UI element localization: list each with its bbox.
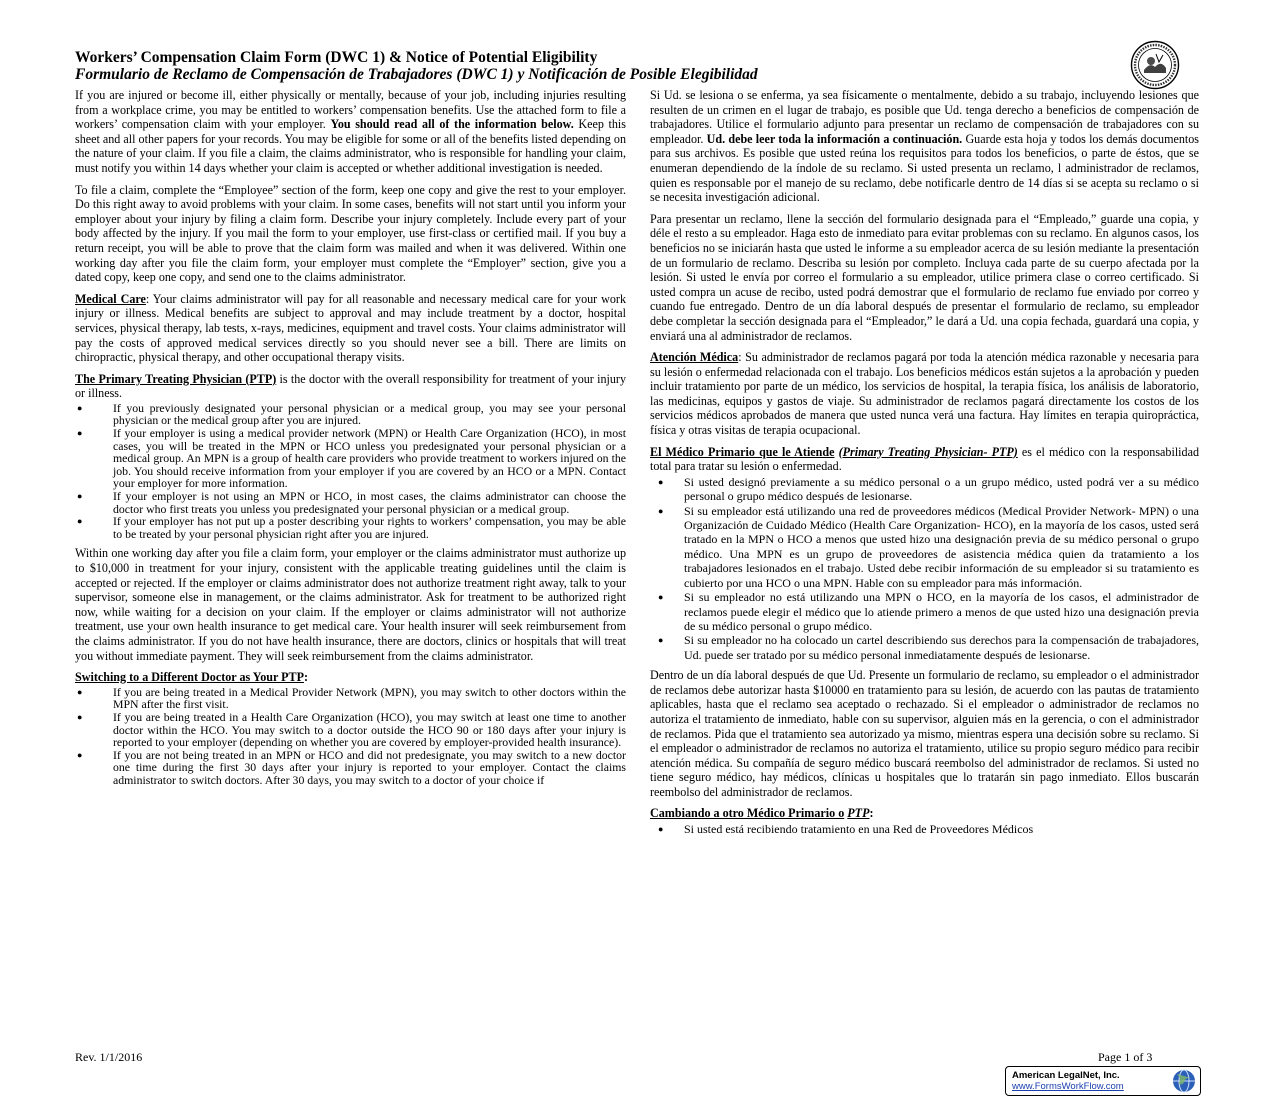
- switch-heading-line: Cambiando a otro Médico Primario o PTP:: [650, 806, 874, 821]
- title-spanish: Formulario de Reclamo de Compensación de Trabajadores (DWC 1) y Notificación de Posible Elegibilidad: [75, 66, 758, 83]
- list-item: ● If you previously designated your personal physician or a medical group, you may see your personal physician or the medical group after you are injured.: [75, 402, 626, 427]
- switch-list: [650, 822, 1199, 836]
- page-number: Page 1 of 3: [1098, 1050, 1153, 1064]
- publisher-name: American LegalNet, Inc.: [1012, 1070, 1120, 1081]
- spanish-column: [650, 88, 1199, 842]
- switch-heading: Switching to a Different Doctor as Your PTP: [75, 670, 304, 685]
- state-seal-icon: [1130, 40, 1180, 90]
- list-item: ● If you are being treated in a Medical Provider Network (MPN), you may switch to other doctors within the MPN after the first visit.: [75, 686, 626, 711]
- ptp-list: [650, 475, 1199, 662]
- globe-icon: [1171, 1068, 1197, 1094]
- list-item: ● If you are being treated in a Health Care Organization (HCO), you may switch at least one time to another doctor within the HCO. You may switch to a doctor outside the HCO 90 or 180 days after your injury is reported to your employer (depending on whether you are covered by employer-provided health insurance).: [75, 711, 626, 749]
- ptp-list: [75, 402, 626, 541]
- switch-heading: Cambiando a otro Médico Primario o: [650, 806, 845, 821]
- intro-paragraph: If you are injured or become ill, either physically or mentally, because of your job, including injuries resulting from a workplace crime, you may be entitled to workers’ compensation benefits. Use the attached form to file a workers’ compensation claim with your employer. You should read all of the information below. Keep this sheet and all other papers for your records. You may be eligible for some or all of the benefits listed depending on the nature of your claim. If you file a claim, the claims administrator, who is responsible for handling your claim, must notify you within 14 days whether your claim is accepted or whether additional investigation is needed.: [75, 88, 626, 175]
- list-item: ● Si su empleador está utilizando una red de proveedores médicos (Medical Provider Network- MPN) o una Organización de Cuidado Médico (Health Care Organization- HCO), en la mayoría de los casos, usted será tratado en la MPN o HCO a menos que usted hizo una designación previa de su médico personal o grupo médico. Una MPN es un grupo de proveedores de asistencia médica quien da tratamiento a los trabajadores lesionados en el trabajo. Usted debe recibir información de su empleador si su tratamiento es cubierto por una HCO o una MPN. Hable con su empleador para más información.: [650, 504, 1199, 590]
- filing-paragraph: Para presentar un reclamo, llene la sección del formulario designada para el “Empleado,” guarde una copia, y déle el resto a su empleador. Haga esto de inmediato para evitar problemas con su reclamo. En algunos casos, los beneficios no se iniciarán hasta que usted le informe a su empleador acerca de su lesión mediante la presentación de un formulario de reclamo. Describa su lesión por completo. Incluya cada parte de su cuerpo afectada por la lesión. Si usted le envía por correo el formulario a su empleador, utilice primera clase o correo certificado. Si usted compra un acuse de recibo, usted podrá demostrar que el formulario de reclamo fue enviado por correo y cuando fue entregado. Dentro de un día laboral después de presentar el formulario de reclamo, su empleador debe completar la sección designada para el “Empleador,” le dará a Ud. una copia fechada, guardará una copia, y enviará una al administrador de reclamos.: [650, 211, 1199, 343]
- list-item: ● If you are not being treated in an MPN or HCO and did not predesignate, you may switch to a new doctor one time during the first 30 days after your injury is reported to your employer. Contact the claims administrator to switch doctors. After 30 days, you may switch to a doctor of your choice if: [75, 749, 626, 787]
- title-english: Workers’ Compensation Claim Form (DWC 1) & Notice of Potential Eligibility: [75, 49, 598, 66]
- revision-date: Rev. 1/1/2016: [75, 1050, 143, 1064]
- publisher-link[interactable]: www.FormsWorkFlow.com: [1012, 1081, 1124, 1092]
- filing-paragraph: To file a claim, complete the “Employee” section of the form, keep one copy and give the rest to your employer. Do this right away to avoid problems with your claim. In some cases, benefits will not start until you inform your employer about your injury by filing a claim form. Describe your injury completely. Include every part of your body affected by the injury. If you mail the form to your employer, use first-class or certified mail. If you buy a return receipt, you will be able to prove that the claim form was mailed and when it was delivered. Within one working day after you file the claim form, your employer must complete the “Employer” section, give you a dated copy, keep one copy, and send one to the claims administrator.: [75, 182, 626, 285]
- publisher-logo[interactable]: [1005, 1066, 1201, 1096]
- ptp-paragraph: The Primary Treating Physician (PTP) is the doctor with the overall responsibility for treatment of your injury or illness.: [75, 371, 626, 401]
- english-column: [75, 88, 626, 793]
- medical-care-paragraph: Medical Care: Your claims administrator will pay for all reasonable and necessary medical care for your work injury or illness. Medical benefits are subject to approval and may include treatment by a doctor, hospital services, physical therapy, lab tests, x-rays, medicines, equipment and travel costs. Your claims administrator will pay the costs of approved medical services directly so you should never see a bill. There are limits on chiropractic, physical therapy, and other occupational therapy visits.: [75, 291, 626, 365]
- ptp-heading: El Médico Primario que le Atiende: [650, 444, 835, 459]
- list-item: ● Si su empleador no está utilizando una MPN o HCO, en la mayoría de los casos, el administrador de reclamos puede elegir el médico que lo atiende primero a menos de que usted hizo una designación previa de su médico personal o grupo médico.: [650, 590, 1199, 633]
- medical-care-heading: Medical Care: [75, 291, 146, 306]
- list-item: ● If your employer has not put up a poster describing your rights to workers’ compensation, you may be able to be treated by your personal physician right after you are injured.: [75, 515, 626, 540]
- list-item: ● Si usted designó previamente a su médico personal o a un grupo médico, usted podrá ver a su médico personal o grupo médico después de lesionarse.: [650, 475, 1199, 504]
- list-item: ● Si usted está recibiendo tratamiento en una Red de Proveedores Médicos: [650, 822, 1199, 836]
- authorization-paragraph: Within one working day after you file a claim form, your employer or the claims administrator must authorize up to $10,000 in treatment for your injury, consistent with the applicable treating guidelines until the claim is accepted or rejected. If the employer or claims administrator does not authorize treatment right away, talk to your supervisor, someone else in management, or the claims administrator. Ask for treatment to be authorized right now, while waiting for a decision on your claim. If the employer or claims administrator will not authorize treatment, use your own health insurance to get medical care. Your health insurer will seek reimbursement from the claims administrator. If you do not have health insurance, there are doctors, clinics or hospitals that will treat you without immediate payment. They will seek reimbursement from the claims administrator.: [75, 546, 626, 663]
- ptp-heading: The Primary Treating Physician (PTP): [75, 371, 277, 386]
- medical-care-paragraph: Atención Médica: Su administrador de reclamos pagará por toda la atención médica razonable y necesaria para su lesión o enfermedad relacionada con el trabajo. Los beneficios médicos están sujetos a la aprobación y pueden incluir tratamiento por parte de un médico, los servicios de hospital, la terapia física, los análisis de laboratorio, las medicinas, equipos y gastos de viaje. Su administrador de reclamos pagará directamente los costos de los servicios médicos aprobados de manera que usted nunca verá una factura. Hay límites en terapia quiropráctica, física y otras visitas de terapia ocupacional.: [650, 350, 1199, 438]
- authorization-paragraph: Dentro de un día laboral después de que Ud. Presente un formulario de reclamo, su empleador o el administrador de reclamos debe autorizar hasta $10000 en tratamiento para su lesión, de acuerdo con las pautas de tratamiento aplicables, hasta que el reclamo sea aceptado o rechazado. Si el empleador o administrador de reclamos no autoriza el tratamiento de inmediato, hable con su supervisor, alguien más en la gerencia, o con el administrador de reclamos. Pida que el tratamiento sea autorizado ya mismo, mientras espera una decisión sobre su reclamo. Si el empleador o administrador de reclamos no autoriza el tratamiento, utilice su propio seguro médico para recibir atención médica. Su compañía de seguro médico buscará reembolso del administrador de reclamos. Si usted no tiene seguro médico, hay médicos, clínicas u hospitales que lo tratarán sin pago inmediato. Ellos buscarán reembolso del administrador de reclamos.: [650, 668, 1199, 799]
- switch-heading-line: Switching to a Different Doctor as Your PTP:: [75, 670, 309, 685]
- medical-care-heading: Atención Médica: [650, 350, 739, 365]
- list-item: ● If your employer is using a medical provider network (MPN) or Health Care Organization (HCO), in most cases, you will be treated in the MPN or HCO unless you predesignated your personal physician or a medical group. An MPN is a group of health care providers who provide treatment to workers injured on the job. You should receive information from your employer if you are covered by an HCO or a MPN. Contact your employer for more information.: [75, 427, 626, 490]
- list-item: ● If your employer is not using an MPN or HCO, in most cases, the claims administrator can choose the doctor who first treats you unless you predesignated your personal physician or a medical group.: [75, 490, 626, 515]
- list-item: ● Si su empleador no ha colocado un cartel describiendo sus derechos para la compensación de trabajadores, Ud. puede ser tratado por su médico personal inmediatamente después de lesionarse.: [650, 633, 1199, 662]
- intro-paragraph: Si Ud. se lesiona o se enferma, ya sea físicamente o mentalmente, debido a su trabajo, incluyendo lesiones que resulten de un crimen en el lugar de trabajo, es posible que Ud. tenga derecho a beneficios de compensación de trabajadores. Utilice el formulario adjunto para presentar un reclamo de compensación de trabajadores con su empleador. Ud. debe leer toda la información a continuación. Guarde esta hoja y todos los demás documentos para sus archivos. Es posible que usted reúna los requisitos para todos los beneficios, o parte de éstos, que se enumeran dependiendo de la índole de su reclamo. Si usted presenta un reclamo, l administrador de reclamos, quien es responsable por el manejo de su reclamo, debe notificarle dentro de 14 días si se acepta su reclamo o si se necesita investigación adicional.: [650, 88, 1199, 205]
- ptp-paragraph: El Médico Primario que le Atiende (Primary Treating Physician- PTP) es el médico con la responsabilidad total para tratar su lesión o enfermedad.: [650, 444, 1200, 474]
- switch-list: [75, 686, 626, 787]
